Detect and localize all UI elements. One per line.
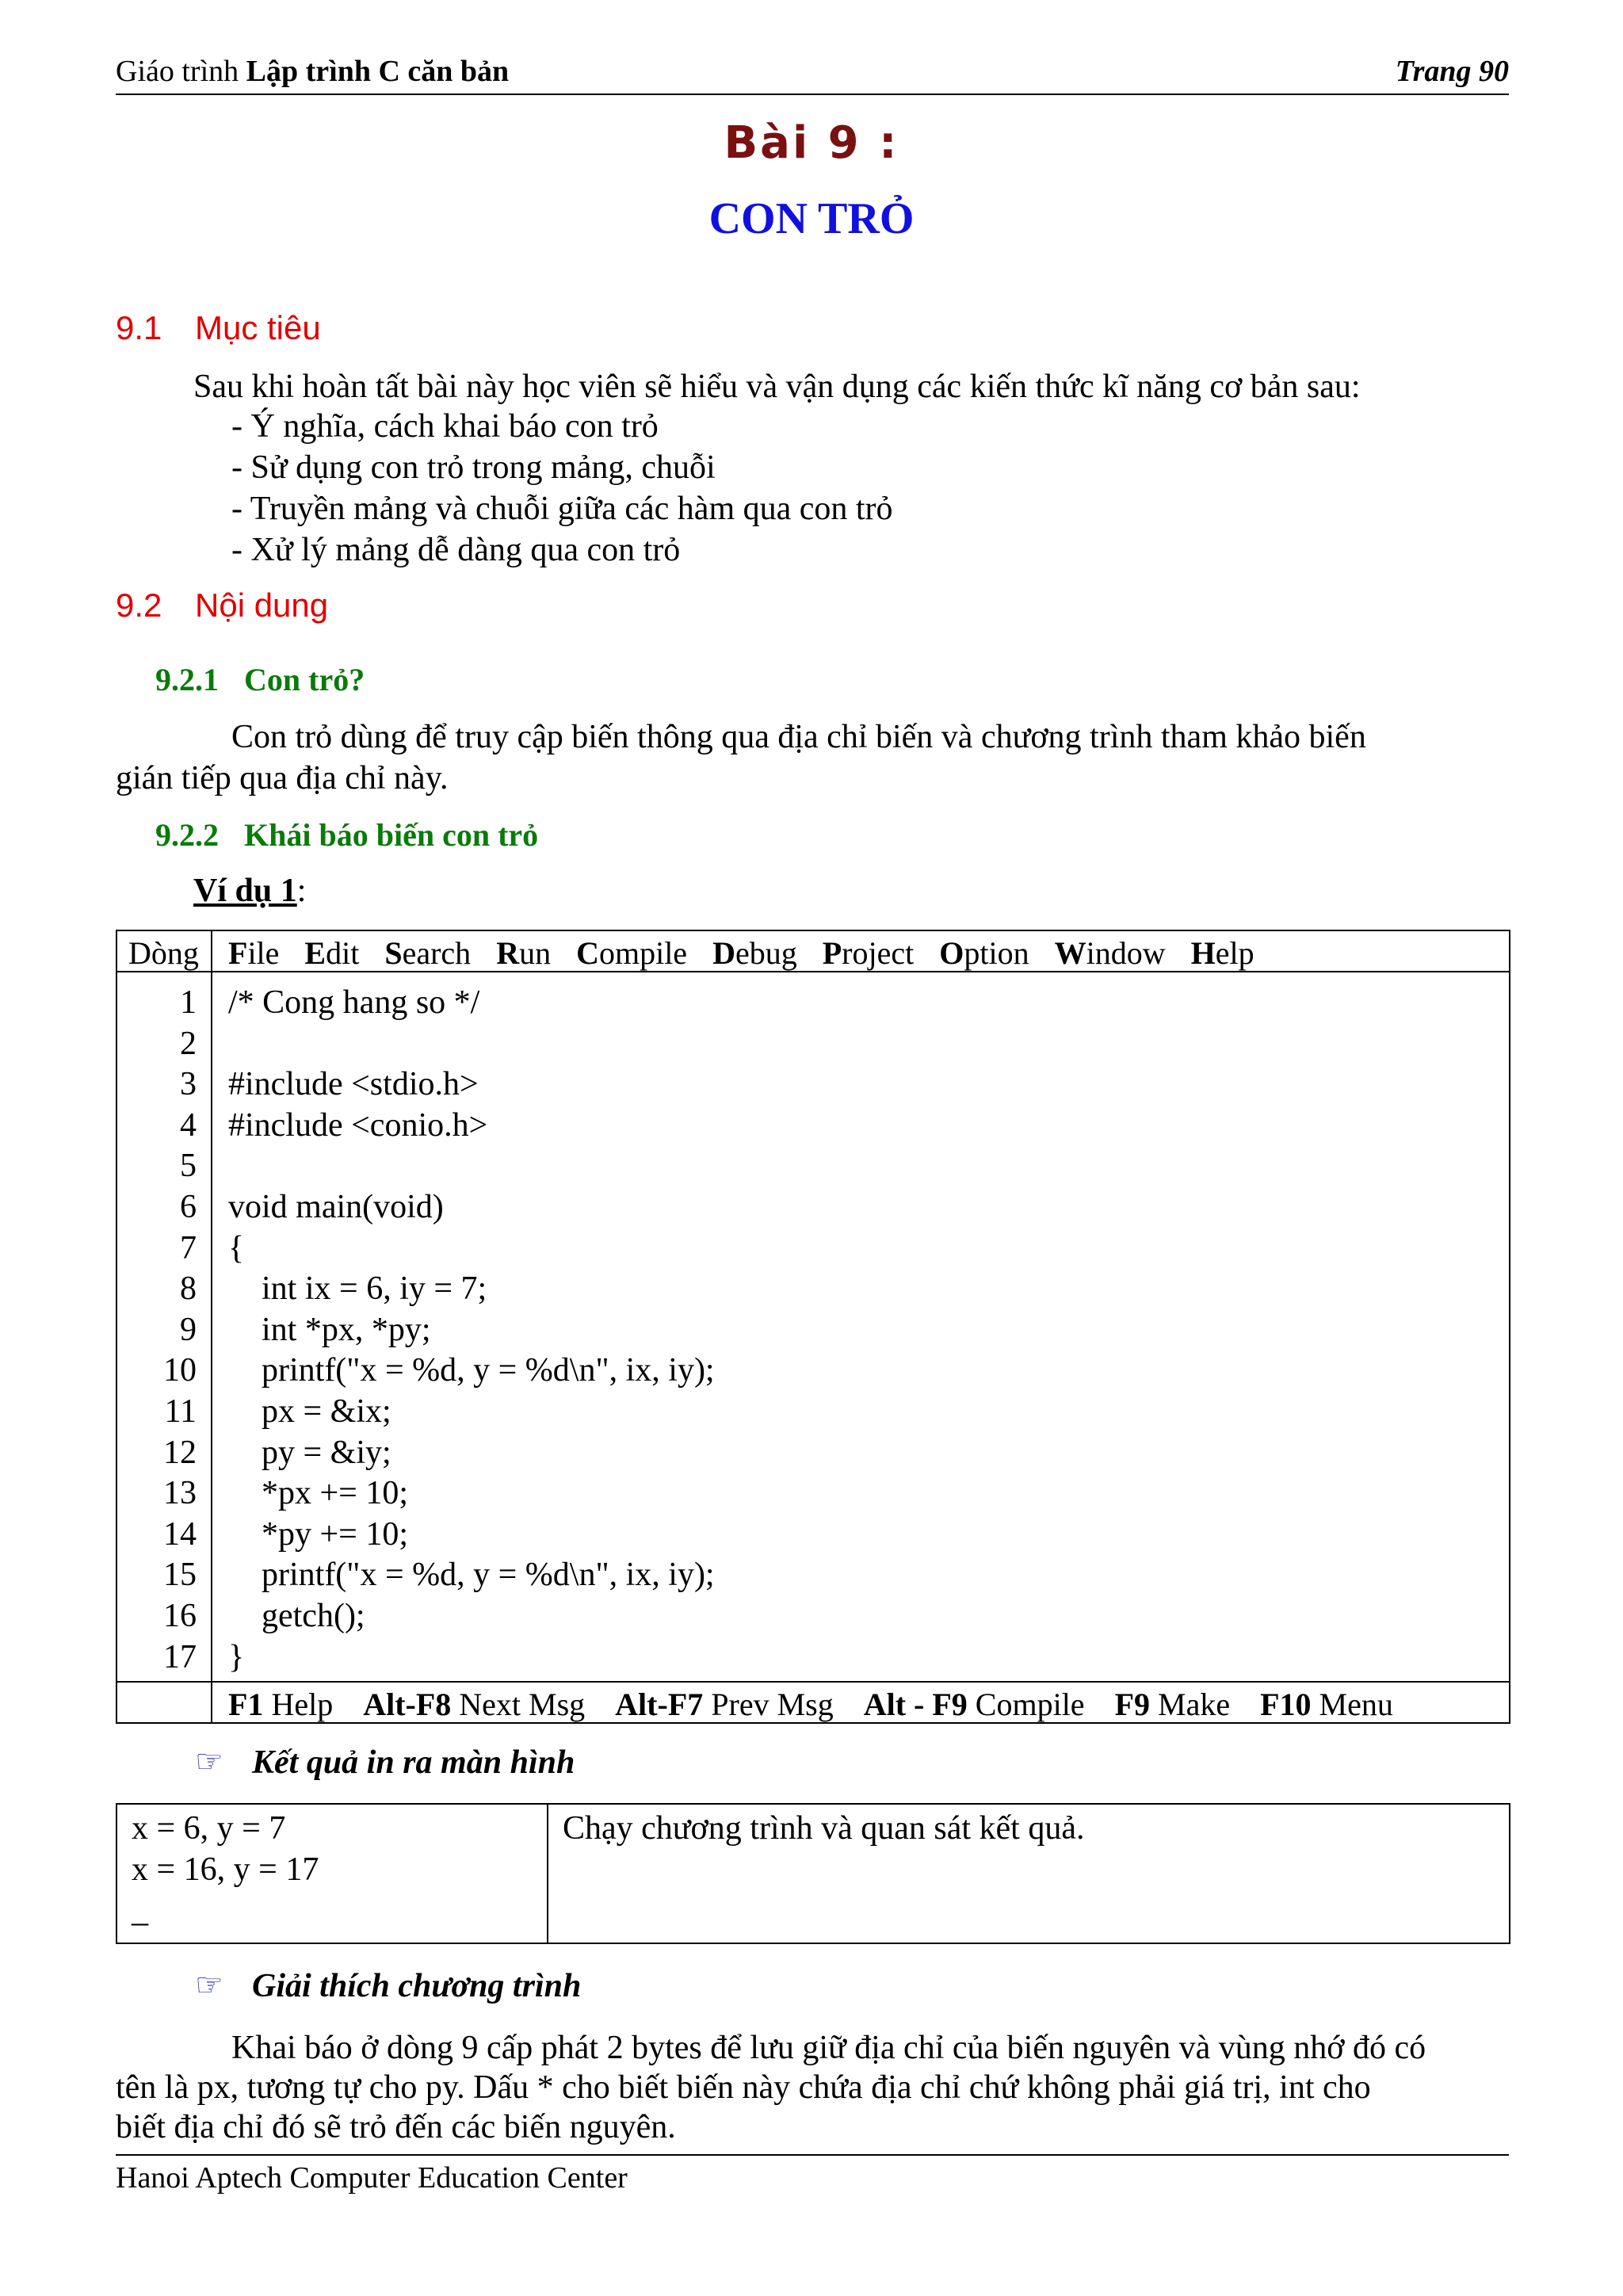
code-line: *py += 10; xyxy=(228,1515,409,1553)
line-number: 3 xyxy=(180,1066,197,1103)
code-line: /* Cong hang so */ xyxy=(228,984,480,1021)
line-number: 9 xyxy=(180,1311,197,1348)
function-key: Alt - F9 Compile xyxy=(863,1687,1085,1722)
objective-item: - Ý nghĩa, cách khai báo con trỏ xyxy=(231,408,659,445)
paragraph-pointer-2: gián tiếp qua địa chỉ này. xyxy=(116,760,449,797)
code-line: py = &iy; xyxy=(228,1434,391,1471)
example-label: Ví dụ 1: xyxy=(193,873,307,909)
code-line: printf("x = %d, y = %d\n", ix, iy); xyxy=(228,1352,715,1389)
hand-pointer-icon: ☞ xyxy=(195,1744,223,1780)
explanation-line: biết địa chỉ đó sẽ trỏ đến các biến nguyên. xyxy=(116,2109,676,2145)
function-key: F1 Help xyxy=(228,1687,334,1722)
line-number: 4 xyxy=(180,1106,197,1144)
line-number: 16 xyxy=(163,1598,197,1634)
paragraph-pointer-1: Con trỏ dùng để truy cập biến thông qua địa chỉ biến và chương trình tham khảo biến xyxy=(231,719,1366,755)
objective-item: - Truyền mảng và chuỗi giữa các hàm qua con trỏ xyxy=(231,491,893,527)
menu-item: Option xyxy=(939,935,1029,971)
menu-item: Edit xyxy=(304,935,360,971)
line-number: 1 xyxy=(180,984,197,1021)
function-key: F10 Menu xyxy=(1260,1687,1393,1722)
output-note: Chạy chương trình và quan sát kết quả. xyxy=(563,1810,1085,1847)
output-table xyxy=(116,1803,1510,1944)
subsection-heading-declare: 9.2.2 Khái báo biến con trỏ xyxy=(155,817,539,853)
output-line: x = 6, y = 7 xyxy=(132,1810,286,1847)
code-line: getch(); xyxy=(228,1598,365,1634)
function-key-bar xyxy=(228,1686,1423,1723)
menu-item: Window xyxy=(1054,935,1166,971)
menu-item: Help xyxy=(1190,935,1254,971)
page-footer xyxy=(116,2154,1509,2195)
line-number: 2 xyxy=(180,1025,197,1062)
code-line: int ix = 6, iy = 7; xyxy=(228,1270,487,1308)
line-number: 15 xyxy=(163,1557,197,1594)
hand-pointer-icon: ☞ xyxy=(195,1967,223,2004)
objective-item: - Sử dụng con trỏ trong mảng, chuỗi xyxy=(231,449,716,486)
menu-item: Run xyxy=(496,935,552,971)
intro-text: Sau khi hoàn tất bài này học viên sẽ hiểu và vận dụng các kiến thức kĩ năng cơ bản sau: xyxy=(193,369,1361,405)
footer-text: Hanoi Aptech Computer Education Center xyxy=(116,2161,628,2195)
line-number: 17 xyxy=(163,1638,197,1675)
code-line: int *px, *py; xyxy=(228,1311,431,1348)
explanation-line: Khai báo ở dòng 9 cấp phát 2 bytes để lưu giữ địa chỉ của biến nguyên và vùng nhớ đó có xyxy=(231,2030,1426,2066)
result-heading: Kết quả in ra màn hình xyxy=(252,1744,575,1781)
explain-heading: Giải thích chương trình xyxy=(252,1968,582,2004)
page-header xyxy=(116,54,1509,95)
code-line: *px += 10; xyxy=(228,1475,409,1512)
explanation-line: tên là px, tương tự cho py. Dấu * cho biết biến này chứa địa chỉ chứ không phải giá trị, int cho xyxy=(116,2069,1371,2106)
code-line: #include <conio.h> xyxy=(228,1106,488,1144)
function-key: F9 Make xyxy=(1114,1687,1231,1722)
lesson-title: Bài 9 : xyxy=(724,117,899,169)
code-line: px = &ix; xyxy=(228,1393,391,1430)
code-line: { xyxy=(228,1229,245,1266)
menu-item: Project xyxy=(822,935,915,971)
section-heading-objectives: 9.1 Mục tiêu xyxy=(116,309,321,346)
line-number: 8 xyxy=(180,1270,197,1308)
line-number: 7 xyxy=(180,1229,197,1266)
line-number: 14 xyxy=(163,1515,197,1553)
code-line: printf("x = %d, y = %d\n", ix, iy); xyxy=(228,1557,715,1594)
output-line: _ xyxy=(132,1893,148,1929)
menu-item: Compile xyxy=(576,935,688,971)
code-line: #include <stdio.h> xyxy=(228,1066,479,1103)
output-line: x = 16, y = 17 xyxy=(132,1851,319,1888)
menu-item: Debug xyxy=(712,935,797,971)
line-number: 12 xyxy=(163,1434,197,1471)
menu-item: Search xyxy=(384,935,472,971)
objective-item: - Xử lý mảng dễ dàng qua con trỏ xyxy=(231,532,681,568)
menu-item: File xyxy=(228,935,280,971)
lesson-subtitle: CON TRỎ xyxy=(708,194,915,243)
code-line: } xyxy=(228,1638,245,1675)
code-line: void main(void) xyxy=(228,1189,444,1225)
course-title: Giáo trình Lập trình C căn bản xyxy=(116,55,510,88)
function-key: Alt-F7 Prev Msg xyxy=(615,1687,834,1722)
line-number: 13 xyxy=(163,1475,197,1512)
line-number: 5 xyxy=(180,1148,197,1185)
line-number: 11 xyxy=(164,1393,197,1430)
function-key: Alt-F8 Next Msg xyxy=(363,1687,586,1722)
line-number: 10 xyxy=(163,1352,197,1389)
section-heading-content: 9.2 Nội dung xyxy=(116,586,329,624)
line-number-header: Dòng xyxy=(128,935,199,971)
line-number: 6 xyxy=(180,1189,197,1225)
ide-menu-bar xyxy=(228,934,1280,972)
subsection-heading-pointer: 9.2.1 Con trỏ? xyxy=(155,662,365,697)
code-listing-table xyxy=(116,930,1510,1724)
page-number: Trang 90 xyxy=(1395,55,1509,88)
